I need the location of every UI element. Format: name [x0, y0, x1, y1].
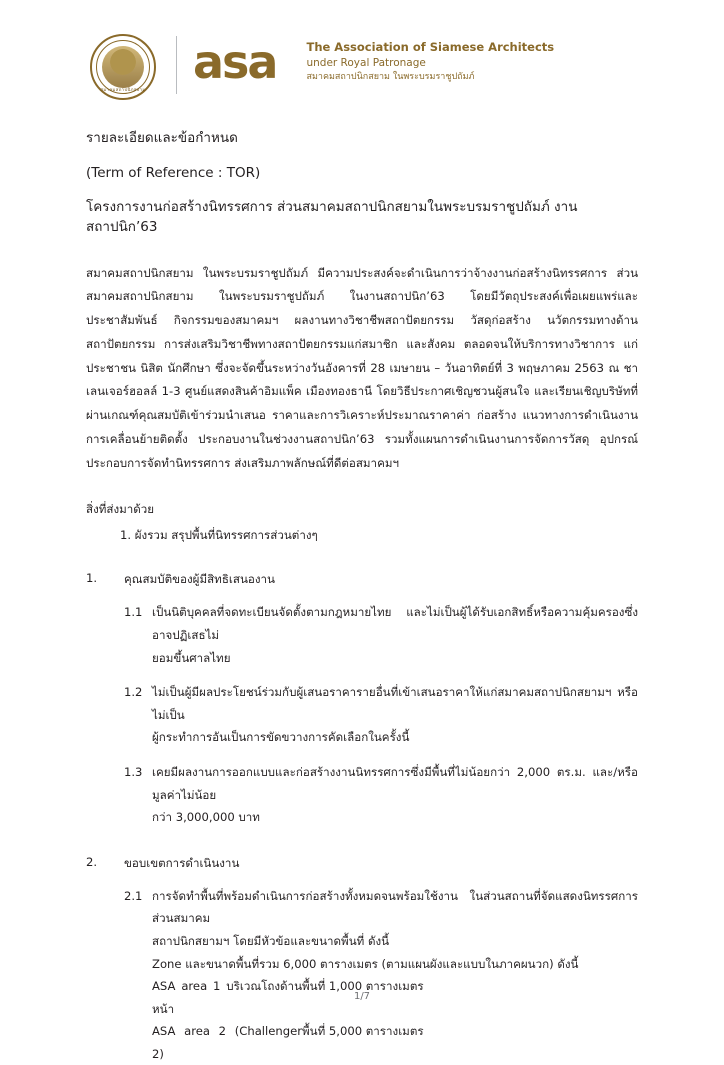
clause-line: เคยมีผลงานการออกแบบและก่อสร้างงานนิทรรศการซึ่งมีพื้นที่ไม่น้อยกว่า 2,000 ตร.ม. และ/หรือ มูลค่าไม่น้อย	[152, 764, 638, 802]
seal-caption: สมาคมสถาปนิกสยาม	[100, 88, 146, 93]
clause-number: 1.1	[124, 605, 143, 620]
clause-line: การจัดทำพื้นที่พร้อมดำเนินการก่อสร้างทั้งหมดจนพร้อมใช้งาน ในส่วนสถานที่จัดแสดงนิทรรศการส่วนสมาคม	[152, 888, 638, 926]
zone-area: พื้นที่ 1,000 ตารางเมตร	[302, 979, 424, 994]
section-2	[86, 855, 638, 1065]
list-item	[86, 761, 638, 829]
list-item	[86, 681, 638, 749]
clause-body	[152, 761, 638, 829]
asa-wordmark-logo: asa	[193, 35, 277, 89]
org-name-th: สมาคมสถาปนิกสยาม ในพระบรมราชูปถัมภ์	[306, 71, 475, 82]
clause-line: สถาปนิกสยามฯ โดยมีหัวข้อและขนาดพื้นที่ ดังนี้	[152, 933, 390, 948]
zone-name: ASA area 1 บริเวณโถงด้านหน้า	[152, 979, 302, 1016]
list-item	[86, 885, 638, 1065]
clause-line: เป็นนิติบุคคลที่จดทะเบียนจัดตั้งตามกฎหมายไทย และไม่เป็นผู้ได้รับเอกสิทธิ์หรือความคุ้มครองซึ่งอาจปฏิเสธไม่	[152, 605, 638, 642]
page-subtitle: (Term of Reference : TOR)	[86, 165, 261, 181]
organization-name-block	[306, 40, 554, 83]
clause-body	[152, 885, 638, 1065]
list-item	[86, 601, 638, 669]
zone-area: พื้นที่ 5,000 ตารางเมตร	[302, 1024, 424, 1039]
section-2-heading	[86, 855, 638, 873]
clause-line: Zone และขนาดพื้นที่รวม 6,000 ตารางเมตร (ตามแผนผังและแบบในภาคผนวก) ดังนี้	[152, 956, 579, 971]
clause-line: ไม่เป็นผู้มีผลประโยชน์ร่วมกับผู้เสนอราคารายอื่นที่เข้าเสนอราคาให้แก่สมาคมสถาปนิกสยามฯ หรือไม่เป็น	[152, 685, 638, 722]
section-2-title: ขอบเขตการดำเนินงาน	[124, 855, 240, 870]
clause-number: 1.3	[124, 764, 143, 779]
header-divider	[176, 36, 177, 94]
intro-paragraph: สมาคมสถาปนิกสยาม ในพระบรมราชูปถัมภ์ มีความประสงค์จะดำเนินการว่าจ้างงานก่อสร้างนิทรรศการ ส่วนสมาคมสถาปนิกสยาม ในพระบรมราชูปถัมภ์ ในงานสถาปนิก’63 โดยมีวัตถุประสงค์เพื่อเผยแพร่และประชาสัมพันธ์ กิจกรรมของสมาคมฯ ผลงานทางวิชาชีพสถาปัตยกรรม วัสดุก่อสร้าง นวัตกรรมทางด้านสถาปัตยกรรม การส่งเสริมวิชาชีพทางสถาปัตยกรรมแก่สมาชิก และสังคม ตลอดจนให้บริการทางวิชาการ แก่ประชาชน นิสิต นักศึกษา ซึ่งจะจัดขึ้นระหว่างวันอังคารที่ 28 เมษายน – วันอาทิตย์ที่ 3 พฤษภาคม 2563 ณ ชาเลนเจอร์ฮอลล์ 1-3 ศูนย์แสดงสินค้าอิมแพ็ค เมืองทองธานี โดยวิธีประกาศเชิญชวนผู้สนใจ และเรียนเชิญบริษัทที่ผ่านเกณฑ์คุณสมบัติเข้าร่วมนำเสนอ ราคาและการวิเคราะห์ประมาณราคาค่า ก่อสร้าง แนวทางการดำเนินงาน การเคลื่อนย้ายติดตั้ง ประกอบงานในช่วงงานสถาปนิก’63 รวมทั้งแผนการดำเนินงานการจัดการวัสดุ อุปกรณ์ ประกอบการจัดทำนิทรรศการ ส่งเสริมภาพลักษณ์ที่ดีต่อสมาคมฯ	[86, 265, 638, 470]
zone-name: ASA area 2 (Challenger 2)	[152, 1024, 302, 1061]
clause-number: 2.1	[124, 888, 143, 903]
clause-number: 1.2	[124, 685, 143, 700]
clause-body	[152, 681, 638, 749]
project-title: โครงการงานก่อสร้างนิทรรศการ ส่วนสมาคมสถาปนิกสยามในพระบรมราชูปถัมภ์ งานสถาปนิก’63	[86, 199, 578, 236]
section-1	[86, 571, 638, 828]
page-title: รายละเอียดและข้อกำหนด	[86, 130, 238, 146]
zone-row	[152, 1020, 638, 1065]
attachments-label: สิ่งที่ส่งมาด้วย	[86, 502, 155, 517]
section-2-number: 2.	[86, 854, 98, 869]
attachment-item: 1. ผังรวม สรุปพื้นที่นิทรรศการส่วนต่างๆ	[120, 528, 318, 543]
document-header	[86, 0, 638, 116]
clause-line: กว่า 3,000,000 บาท	[152, 810, 260, 825]
page-number: 1/7	[353, 991, 371, 1002]
section-1-title: คุณสมบัติของผู้มีสิทธิเสนองาน	[124, 572, 275, 587]
clause-line: ผู้กระทำการอันเป็นการขัดขวางการคัดเลือกในครั้งนี้	[152, 730, 410, 745]
clause-line: ยอมขึ้นศาลไทย	[152, 650, 231, 665]
org-name-en: The Association of Siamese Architects	[306, 40, 555, 54]
section-1-heading	[86, 571, 638, 589]
asa-royal-seal-icon	[90, 34, 156, 100]
clause-body	[152, 601, 638, 669]
section-1-number: 1.	[86, 571, 98, 586]
org-patronage-en: under Royal Patronage	[306, 56, 426, 69]
